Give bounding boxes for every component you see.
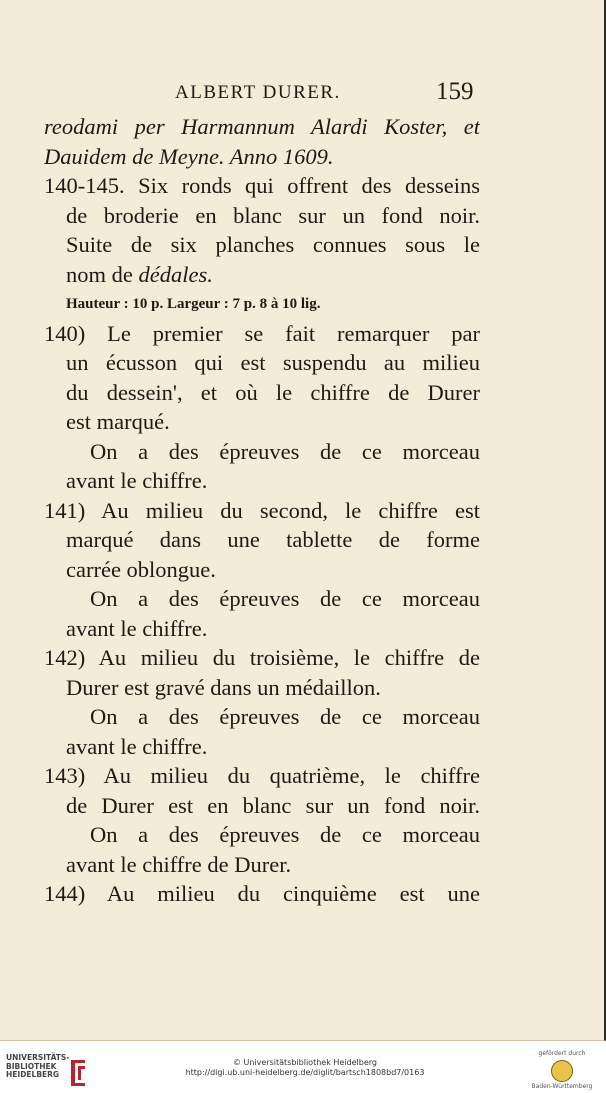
library-logo[interactable] [6, 1054, 96, 1090]
copyright-notice [160, 1058, 450, 1078]
text-run: Au milieu du troisième, le chiffre de [98, 645, 480, 670]
text-line: On a des épreuves de ce morceau [90, 704, 480, 729]
text-line: On a des épreuves de ce morceau [90, 438, 480, 464]
dimensions-line: Hauteur : 10 p. Largeur : 7 p. 8 à 10 lig. [66, 296, 321, 312]
running-title: ALBERT DURER. [175, 82, 341, 103]
entry-number: 143) [44, 763, 86, 788]
source-url[interactable]: http://digi.ub.uni-heidelberg.de/diglit/bartsch1808bd7/0163 [185, 1068, 425, 1077]
entry-number: 142) [44, 645, 86, 670]
text-run: Au milieu du second, le chiffre est [101, 497, 480, 523]
entry-heading: 140-145. Six ronds qui offrent des desseins [44, 173, 480, 198]
state-seal-icon [551, 1060, 573, 1082]
text-line: Durer est gravé dans un médaillon. [66, 674, 381, 700]
text-line: un écusson qui est suspendu au milieu [66, 350, 480, 375]
text-line: de broderie en blanc sur un fond noir. [66, 202, 480, 228]
text-run: Au milieu du cinquième est une [106, 881, 480, 906]
library-logo-line: BIBLIOTHEK [6, 1061, 57, 1071]
entry-number: 144) [44, 881, 86, 906]
library-logo-line: UNIVERSITÄTS- [6, 1053, 70, 1062]
page-number: 159 [436, 78, 474, 105]
text-line: avant le chiffre de Durer. [66, 851, 292, 877]
text-line: marqué dans une tablette de forme [66, 527, 480, 552]
running-head [0, 78, 604, 108]
funder-name: Baden-Württemberg [531, 1083, 593, 1090]
funder-logo[interactable] [520, 1050, 604, 1091]
series-title: dédales. [138, 261, 213, 287]
copyright-text: © Universitätsbibliothek Heidelberg [232, 1058, 377, 1067]
entry-line [44, 643, 480, 673]
text-run: Au milieu du quatrième, le chiffre [103, 763, 480, 788]
text-line [44, 260, 480, 290]
text-line: Dauidem de Meyne. Anno 1609. [44, 143, 334, 169]
text-line: reodami per Harmannum Alardi Koster, et [44, 114, 480, 139]
text-line: Suite de six planches connues sous le [66, 232, 480, 257]
text-line: de Durer est en blanc sur un fond noir. [66, 792, 480, 818]
library-logo-line: HEIDELBERG [6, 1070, 60, 1079]
text-line: est marqué. [66, 409, 170, 434]
text-run: nom de [66, 261, 139, 287]
text-line: avant le chiffre. [66, 733, 208, 759]
footer-bar [0, 1048, 606, 1093]
library-mark-icon [68, 1058, 88, 1088]
text-run: Le premier se fait remarquer par [107, 320, 480, 346]
funded-by-label: gefördert durch [538, 1050, 586, 1057]
entry-line [44, 319, 480, 349]
entry-line [44, 879, 480, 909]
text-line: On a des épreuves de ce morceau [90, 822, 480, 847]
body-text [44, 112, 480, 909]
text-line: On a des épreuves de ce morceau [90, 586, 480, 611]
entry-number: 140) [44, 320, 86, 346]
text-line: avant le chiffre. [66, 468, 208, 493]
entry-number: 141) [44, 497, 86, 523]
entry-line [44, 496, 480, 526]
entry-line [44, 761, 480, 791]
text-line: carrée oblongue. [66, 556, 216, 582]
text-line: du dessein', et où le chiffre de Durer [66, 379, 480, 405]
text-line: avant le chiffre. [66, 615, 208, 641]
